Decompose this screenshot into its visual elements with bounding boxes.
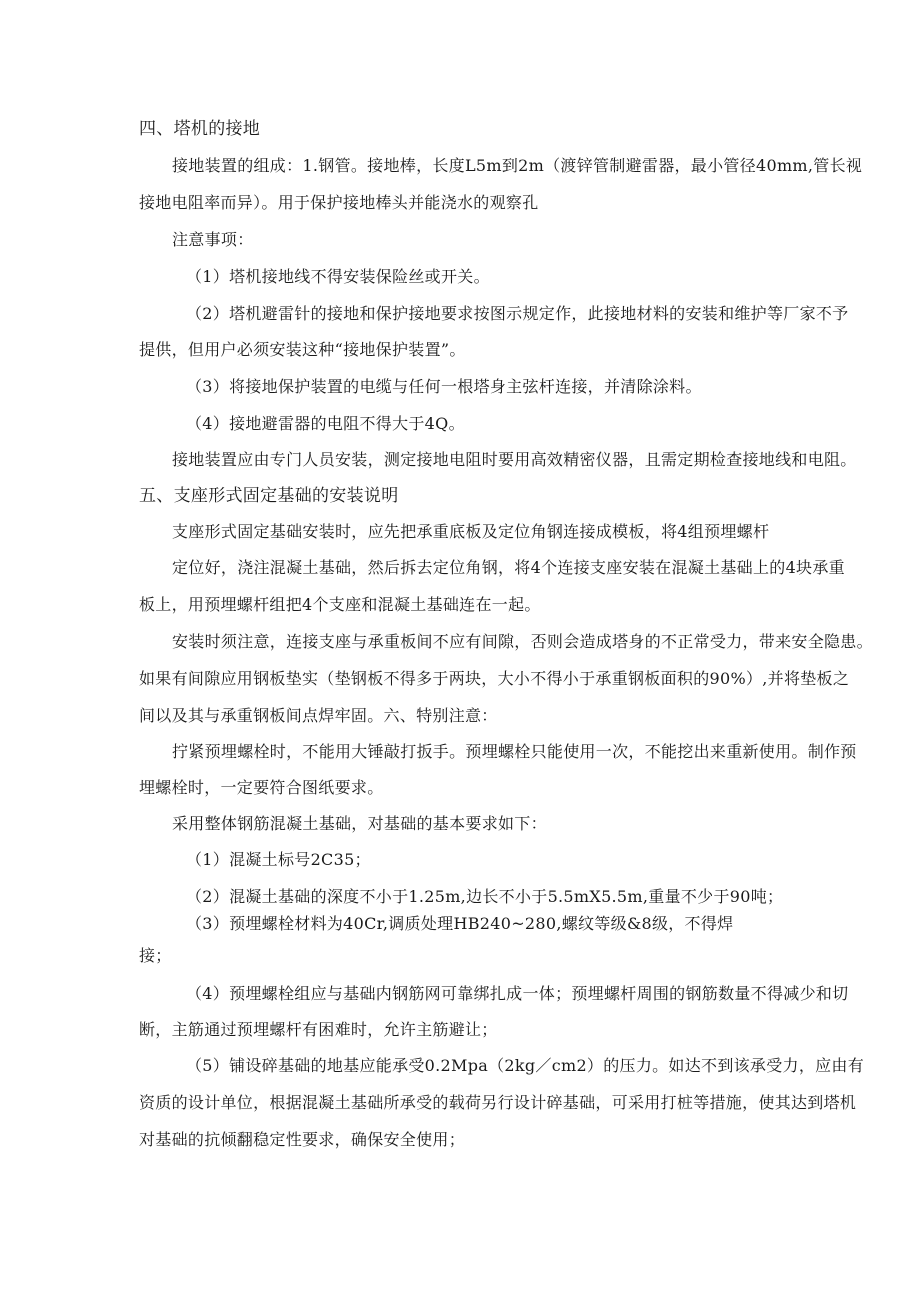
section-heading-support-foundation: 五、支座形式固定基础的安装说明 xyxy=(139,486,399,506)
requirement-item-continued: 断，主筋通过预埋螺杆有困难时，允许主筋避让； xyxy=(139,1020,498,1039)
requirement-item-continued: 接； xyxy=(139,946,172,965)
paragraph-line: 采用整体钢筋混凝土基础，对基础的基本要求如下： xyxy=(172,814,547,833)
note-item: （4）接地避雷器的电阻不得大于4Q。 xyxy=(186,414,465,433)
paragraph-line: 接地装置应由专门人员安装，测定接地电阻时要用高效精密仪器，且需定期检查接地线和电阻。 xyxy=(172,450,857,469)
paragraph-line: 接地装置的组成：1.钢管。接地棒，长度L5m到2m（渡锌管制避雷器，最小管径40mm,管长视 xyxy=(172,156,863,175)
paragraph-line: 板上，用预埋螺杆组把4个支座和混凝土基础连在一起。 xyxy=(139,595,541,614)
requirement-item: （5）铺设碎基础的地基应能承受0.2Mpa（2kg／cm2）的压力。如达不到该承受力，应由有 xyxy=(186,1056,865,1075)
section-heading-grounding: 四、塔机的接地 xyxy=(139,119,261,139)
requirement-item: （2）混凝土基础的深度不小于1.25m,边长不小于5.5mX5.5m,重量不少于90吨； xyxy=(186,887,784,906)
requirement-item: （4）预埋螺栓组应与基础内钢筋网可靠绑扎成一体；预埋螺杆周围的钢筋数量不得减少和切 xyxy=(186,984,849,1003)
paragraph-line: 接地电阻率而异）。用于保护接地棒头并能浇水的观察孔 xyxy=(139,193,539,212)
requirement-item: （3）预埋螺栓材料为40Cr,调质处理HB240~280,螺纹等级&8级，不得焊 xyxy=(186,914,734,933)
note-item: （1）塔机接地线不得安装保险丝或开关。 xyxy=(186,267,490,286)
requirement-item: （1）混凝土标号2C35； xyxy=(186,850,371,869)
paragraph-line: 安装时须注意，连接支座与承重板间不应有间隙，否则会造成塔身的不正常受力，带来安全隐患。 xyxy=(172,632,873,651)
paragraph-line: 如果有间隙应用钢板垫实（垫钢板不得多于两块，大小不得小于承重钢板面积的90%）,并将垫板之 xyxy=(139,669,850,688)
requirement-item-continued: 对基础的抗倾翻稳定性要求，确保安全使用； xyxy=(139,1130,466,1149)
note-item: （3）将接地保护装置的电缆与任何一根塔身主弦杆连接，并清除涂料。 xyxy=(186,377,702,396)
paragraph-line: 支座形式固定基础安装时，应先把承重底板及定位角钢连接成模板，将4组预埋螺杆 xyxy=(172,522,770,541)
paragraph-line: 埋螺栓时，一定要符合图纸要求。 xyxy=(139,778,384,797)
notes-title: 注意事项： xyxy=(172,230,254,249)
requirement-item-continued: 资质的设计单位，根据混凝土基础所承受的载荷另行设计碎基础，可采用打桩等措施，使其达到塔机 xyxy=(139,1093,857,1112)
note-item-continued: 提供，但用户必须安装这种“接地保护装置”。 xyxy=(139,340,466,359)
paragraph-line: 定位好，浇注混凝土基础，然后拆去定位角钢，将4个连接支座安装在混凝土基础上的4块承重 xyxy=(172,558,845,577)
paragraph-line: 间以及其与承重钢板间点焊牢固。六、特别注意： xyxy=(139,706,498,725)
note-item: （2）塔机避雷针的接地和保护接地要求按图示规定作，此接地材料的安装和维护等厂家不予 xyxy=(186,304,849,323)
paragraph-line: 拧紧预埋螺栓时，不能用大锤敲打扳手。预埋螺栓只能使用一次，不能挖出来重新使用。制作预 xyxy=(172,742,857,761)
